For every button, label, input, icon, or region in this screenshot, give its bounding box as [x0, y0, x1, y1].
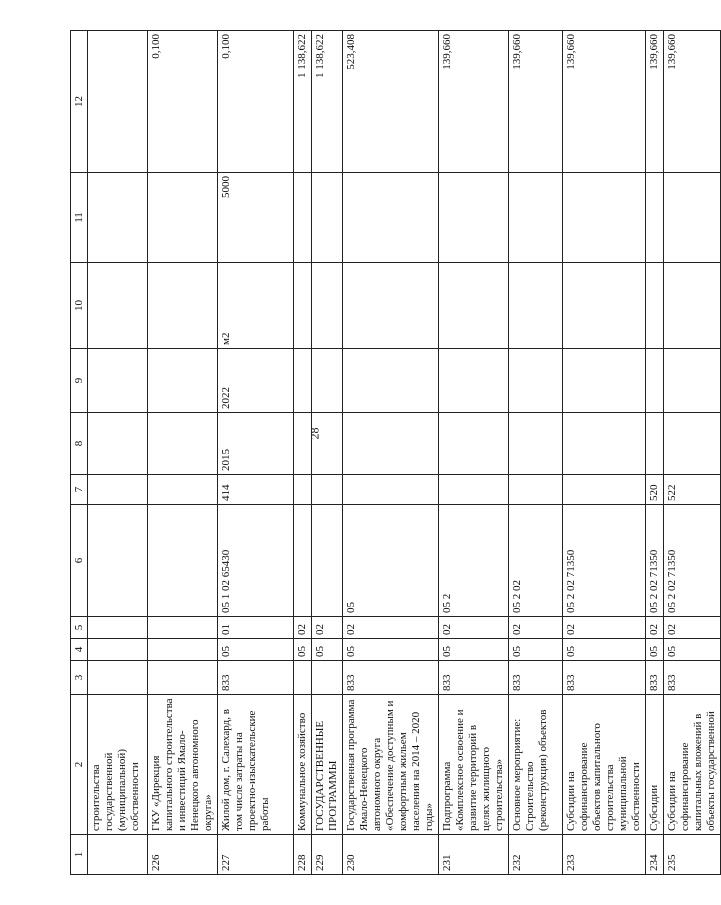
table-cell-col-4: 05 [343, 638, 439, 660]
table-cell-col-8 [88, 412, 148, 474]
table-cell-col-6 [148, 504, 218, 616]
column-header: 12 [71, 30, 88, 172]
table-cell-col-6 [294, 504, 312, 616]
table-row [88, 30, 148, 874]
column-header: 3 [71, 660, 88, 694]
table-cell-col-5 [88, 616, 148, 638]
table-row [664, 30, 721, 874]
table-cell-col-6: 05 2 02 [509, 504, 563, 616]
table-cell-col-2: Государственная программа Ямало-Ненецкого автономного округа «Обеспечение доступным и комфортным жильем населения на 2014 – 2020 годы» [343, 694, 439, 834]
column-header: 2 [71, 694, 88, 834]
budget-table [70, 30, 721, 875]
table-cell-col-11: 5000 [218, 172, 294, 262]
table-cell-col-12 [88, 30, 148, 172]
table-cell-col-7: 520 [646, 474, 664, 504]
table-cell-col-11 [509, 172, 563, 262]
table-row [439, 30, 509, 874]
table-cell-col-12: 139,660 [563, 30, 646, 172]
table-cell-col-4: 05 [218, 638, 294, 660]
table-cell-col-10 [294, 262, 312, 348]
table-cell-col-12: 139,660 [664, 30, 721, 172]
table-cell-col-6 [312, 504, 343, 616]
table-cell-col-10 [509, 262, 563, 348]
table-cell-col-9: 2022 [218, 348, 294, 412]
table-row [294, 30, 312, 874]
table-cell-col-8 [312, 412, 343, 474]
table-row [509, 30, 563, 874]
table-cell-col-1: 231 [439, 834, 509, 874]
table-cell-col-6 [88, 504, 148, 616]
table-cell-col-11 [664, 172, 721, 262]
table-cell-col-6: 05 1 02 65430 [218, 504, 294, 616]
table-cell-col-4: 05 [509, 638, 563, 660]
table-cell-col-11 [563, 172, 646, 262]
table-cell-col-3: 833 [563, 660, 646, 694]
table-row [218, 30, 294, 874]
table-cell-col-10 [439, 262, 509, 348]
table-cell-col-5: 02 [343, 616, 439, 638]
table-cell-col-3: 833 [646, 660, 664, 694]
table-cell-col-1: 233 [563, 834, 646, 874]
table-cell-col-3 [148, 660, 218, 694]
table-cell-col-7 [343, 474, 439, 504]
column-header: 9 [71, 348, 88, 412]
table-cell-col-10 [148, 262, 218, 348]
table-cell-col-5: 02 [294, 616, 312, 638]
table-cell-col-1: 232 [509, 834, 563, 874]
table-cell-col-3: 833 [439, 660, 509, 694]
table-cell-col-4: 05 [664, 638, 721, 660]
table-cell-col-4 [148, 638, 218, 660]
table-cell-col-7 [312, 474, 343, 504]
table-cell-col-12: 139,660 [509, 30, 563, 172]
table-cell-col-11 [312, 172, 343, 262]
column-header: 6 [71, 504, 88, 616]
table-cell-col-4: 05 [439, 638, 509, 660]
table-cell-col-10 [563, 262, 646, 348]
table-cell-col-8 [439, 412, 509, 474]
table-cell-col-9 [294, 348, 312, 412]
table-cell-col-4: 05 [294, 638, 312, 660]
table-cell-col-3 [88, 660, 148, 694]
table-cell-col-5: 02 [563, 616, 646, 638]
table-cell-col-12: 0,100 [218, 30, 294, 172]
table-cell-col-10: м2 [218, 262, 294, 348]
table-cell-col-4: 05 [312, 638, 343, 660]
table-cell-col-12: 1 138,622 [294, 30, 312, 172]
table-cell-col-9 [148, 348, 218, 412]
table-cell-col-9 [88, 348, 148, 412]
table-cell-col-5: 02 [439, 616, 509, 638]
table-cell-col-1: 229 [312, 834, 343, 874]
table-cell-col-6: 05 [343, 504, 439, 616]
table-cell-col-8 [646, 412, 664, 474]
column-header: 11 [71, 172, 88, 262]
table-cell-col-11 [343, 172, 439, 262]
table-cell-col-1: 228 [294, 834, 312, 874]
table-cell-col-5: 01 [218, 616, 294, 638]
table-cell-col-10 [343, 262, 439, 348]
table-cell-col-2: Субсидии на софинансирование капитальных вложений в объекты государственной [664, 694, 721, 834]
rotated-table-container [70, 31, 717, 875]
table-cell-col-9 [343, 348, 439, 412]
table-cell-col-6: 05 2 02 71350 [646, 504, 664, 616]
table-row [646, 30, 664, 874]
column-header: 8 [71, 412, 88, 474]
table-cell-col-9 [312, 348, 343, 412]
table-cell-col-4: 05 [646, 638, 664, 660]
table-cell-col-3: 833 [509, 660, 563, 694]
table-cell-col-8 [664, 412, 721, 474]
table-cell-col-2: Субсидии на софинансирование объектов капитального строительства муниципальной собственности [563, 694, 646, 834]
table-cell-col-6: 05 2 [439, 504, 509, 616]
table-row [312, 30, 343, 874]
table-cell-col-7 [294, 474, 312, 504]
table-cell-col-10 [664, 262, 721, 348]
table-cell-col-2: строительства государственной (муниципальной) собственности [88, 694, 148, 834]
table-cell-col-9 [664, 348, 721, 412]
table-cell-col-3: 833 [343, 660, 439, 694]
table-cell-col-5: 02 [646, 616, 664, 638]
table-cell-col-7 [148, 474, 218, 504]
column-header: 10 [71, 262, 88, 348]
table-cell-col-10 [646, 262, 664, 348]
table-cell-col-9 [563, 348, 646, 412]
table-cell-col-1: 227 [218, 834, 294, 874]
table-cell-col-4 [88, 638, 148, 660]
table-cell-col-8 [509, 412, 563, 474]
table-cell-col-6: 05 2 02 71350 [563, 504, 646, 616]
table-cell-col-5: 02 [312, 616, 343, 638]
table-cell-col-2: Субсидии [646, 694, 664, 834]
table-cell-col-9 [646, 348, 664, 412]
table-cell-col-3 [294, 660, 312, 694]
table-cell-col-7 [439, 474, 509, 504]
table-row [148, 30, 218, 874]
table-cell-col-8 [294, 412, 312, 474]
table-cell-col-8 [563, 412, 646, 474]
column-header: 4 [71, 638, 88, 660]
table-cell-col-4: 05 [563, 638, 646, 660]
table-row [563, 30, 646, 874]
table-cell-col-7 [88, 474, 148, 504]
table-cell-col-9 [509, 348, 563, 412]
table-cell-col-3 [312, 660, 343, 694]
table-cell-col-7 [509, 474, 563, 504]
table-cell-col-2: ГКУ «Дирекция капитального строительства и инвестиций Ямало-Ненецкого автономного округа» [148, 694, 218, 834]
table-cell-col-10 [88, 262, 148, 348]
table-row [343, 30, 439, 874]
table-cell-col-3: 833 [664, 660, 721, 694]
table-cell-col-8 [148, 412, 218, 474]
table-cell-col-1: 235 [664, 834, 721, 874]
header-row [71, 30, 88, 874]
table-cell-col-7 [563, 474, 646, 504]
table-cell-col-12: 139,660 [646, 30, 664, 172]
table-cell-col-8 [343, 412, 439, 474]
table-cell-col-9 [439, 348, 509, 412]
column-header: 7 [71, 474, 88, 504]
table-cell-col-5: 02 [664, 616, 721, 638]
table-cell-col-1 [88, 834, 148, 874]
table-cell-col-6: 05 2 02 71350 [664, 504, 721, 616]
table-cell-col-5 [148, 616, 218, 638]
table-body [71, 30, 721, 874]
table-cell-col-8: 2015 [218, 412, 294, 474]
table-cell-col-12: 523,408 [343, 30, 439, 172]
table-cell-col-1: 230 [343, 834, 439, 874]
table-cell-col-7: 522 [664, 474, 721, 504]
table-cell-col-12: 0,100 [148, 30, 218, 172]
table-cell-col-11 [439, 172, 509, 262]
table-cell-col-1: 226 [148, 834, 218, 874]
table-cell-col-11 [88, 172, 148, 262]
table-cell-col-1: 234 [646, 834, 664, 874]
table-cell-col-2: Жилой дом, г. Салехард, в том числе затраты на проектно-изыскательские работы [218, 694, 294, 834]
table-cell-col-2: Основное мероприятие: Строительство (реконструкция) объектов [509, 694, 563, 834]
column-header: 5 [71, 616, 88, 638]
table-cell-col-11 [646, 172, 664, 262]
table-cell-col-12: 1 138,622 [312, 30, 343, 172]
table-cell-col-5: 02 [509, 616, 563, 638]
page-number: 28 [307, 427, 322, 440]
table-cell-col-2: ГОСУДАРСТВЕННЫЕ ПРОГРАММЫ [312, 694, 343, 834]
table-cell-col-7: 414 [218, 474, 294, 504]
table-cell-col-10 [312, 262, 343, 348]
table-cell-col-2: Коммунальное хозяйство [294, 694, 312, 834]
column-header: 1 [71, 834, 88, 874]
table-cell-col-11 [148, 172, 218, 262]
table-cell-col-3: 833 [218, 660, 294, 694]
table-cell-col-12: 139,660 [439, 30, 509, 172]
table-cell-col-2: Подпрограмма «Комплексное освоение и развитие территорий в целях жилищного строительства» [439, 694, 509, 834]
table-cell-col-11 [294, 172, 312, 262]
